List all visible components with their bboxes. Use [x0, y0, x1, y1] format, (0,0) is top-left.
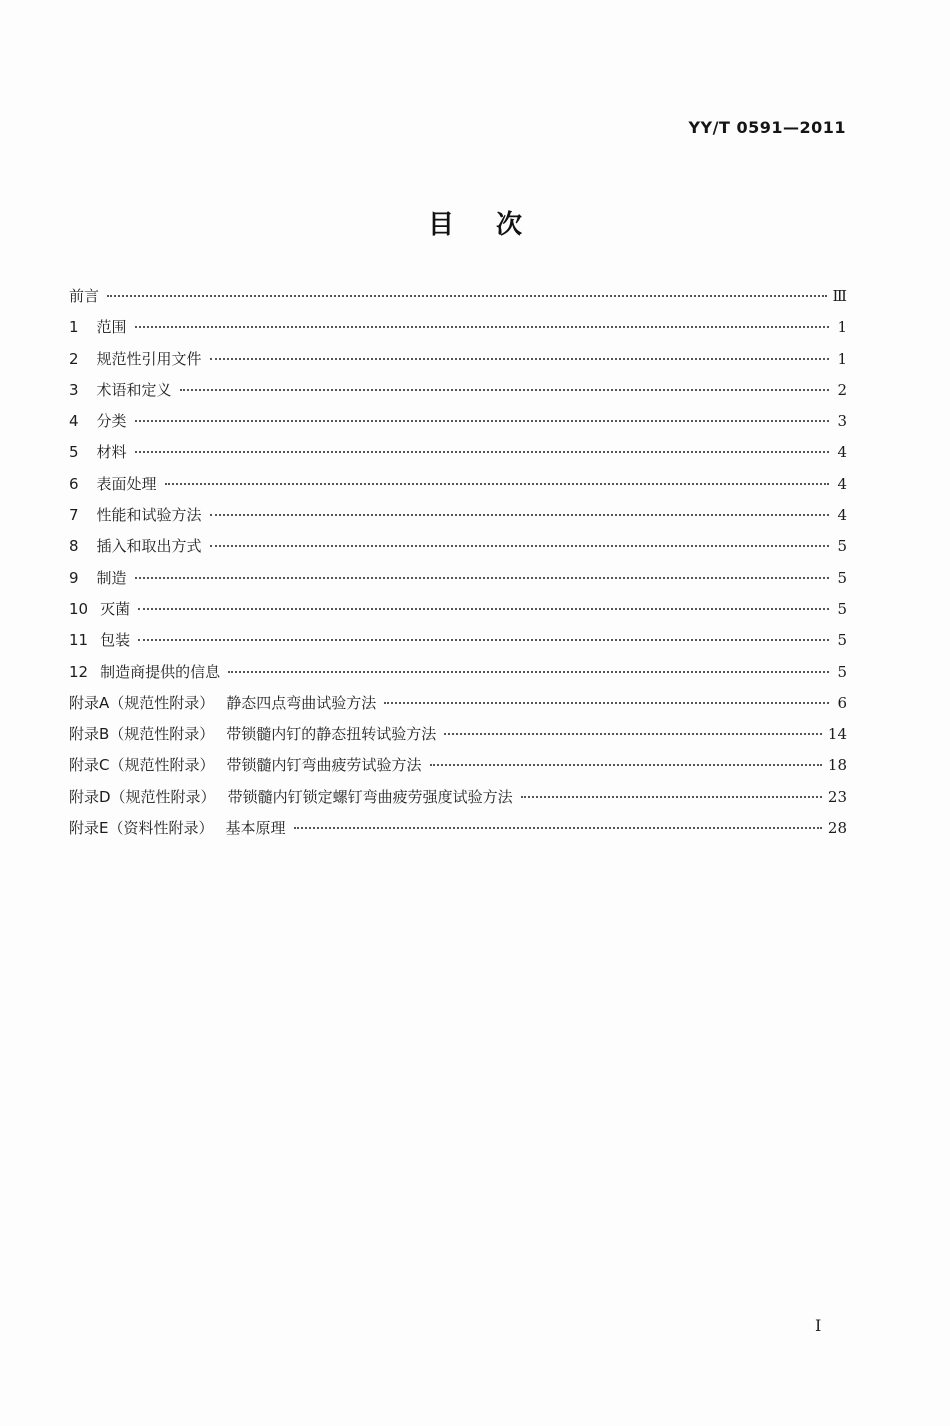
- toc-entry-label: 范围: [96, 318, 127, 337]
- toc-leader-dots: [135, 326, 829, 328]
- toc-leader-dots: [135, 451, 829, 453]
- toc-leader-dots: [107, 295, 827, 297]
- standard-code: YY/T 0591—2011: [688, 118, 846, 137]
- toc-entry[interactable]: [69, 629, 847, 660]
- toc-entry[interactable]: [69, 567, 847, 598]
- toc-entry[interactable]: [69, 379, 847, 410]
- toc-entry-label: 分类: [96, 412, 127, 431]
- toc-entry-page: 5: [837, 662, 847, 681]
- toc-entry-number: 10: [69, 599, 89, 618]
- toc-entry[interactable]: [69, 316, 847, 347]
- toc-entry-page: 2: [837, 380, 847, 399]
- table-of-contents: [69, 285, 847, 848]
- toc-entry-number: 附录B（规范性附录）: [69, 725, 215, 744]
- toc-entry-label: 性能和试验方法: [96, 506, 202, 525]
- toc-entry-number: 5: [69, 443, 79, 462]
- toc-entry-number: 1: [69, 318, 79, 337]
- toc-entry-page: 4: [837, 474, 847, 493]
- toc-entry-page: 4: [837, 443, 847, 462]
- toc-leader-dots: [444, 733, 822, 735]
- page-number: I: [815, 1316, 822, 1335]
- toc-entry[interactable]: [69, 473, 847, 504]
- toc-entry-page: 6: [837, 693, 847, 712]
- toc-entry-page: 5: [837, 631, 847, 650]
- toc-entry-label: 带锁髓内钉的静态扭转试验方法: [226, 725, 437, 744]
- toc-entry-page: 18: [827, 756, 847, 775]
- toc-leader-dots: [521, 796, 822, 798]
- toc-leader-dots: [135, 577, 829, 579]
- toc-entry[interactable]: [69, 348, 847, 379]
- toc-entry[interactable]: [69, 598, 847, 629]
- toc-entry[interactable]: [69, 535, 847, 566]
- toc-entry-number: 2: [69, 349, 79, 368]
- toc-leader-dots: [165, 483, 829, 485]
- toc-entry[interactable]: [69, 692, 847, 723]
- toc-entry[interactable]: [69, 817, 847, 848]
- toc-entry-label: 表面处理: [96, 474, 157, 493]
- toc-entry-page: Ⅲ: [832, 287, 847, 305]
- page-title: 目次: [427, 210, 564, 240]
- toc-entry-label: 包装: [100, 631, 131, 650]
- toc-entry-label: 带锁髓内钉弯曲疲劳试验方法: [226, 756, 422, 775]
- toc-leader-dots: [138, 639, 829, 641]
- toc-entry-label: 静态四点弯曲试验方法: [226, 693, 377, 712]
- toc-leader-dots: [180, 389, 829, 391]
- toc-entry-number: 7: [69, 506, 79, 525]
- toc-entry-label: 插入和取出方式: [96, 537, 202, 556]
- toc-leader-dots: [228, 671, 829, 673]
- toc-leader-dots: [384, 702, 829, 704]
- toc-leader-dots: [210, 545, 829, 547]
- toc-entry-page: 14: [827, 725, 847, 744]
- toc-entry-label: 材料: [96, 443, 127, 462]
- toc-entry-number: 3: [69, 380, 79, 399]
- toc-entry-label: 术语和定义: [96, 380, 172, 399]
- toc-entry-page: 1: [837, 318, 847, 337]
- toc-entry-number: 附录E（资料性附录）: [69, 819, 214, 838]
- toc-entry-page: 5: [837, 568, 847, 587]
- toc-entry-page: 28: [827, 819, 847, 838]
- toc-entry[interactable]: [69, 754, 847, 785]
- toc-entry-label: 灭菌: [100, 599, 131, 618]
- toc-leader-dots: [430, 764, 822, 766]
- toc-entry[interactable]: [69, 661, 847, 692]
- toc-entry-page: 23: [827, 787, 847, 806]
- toc-entry-number: 11: [69, 631, 89, 650]
- toc-entry[interactable]: [69, 786, 847, 817]
- toc-entry-number: 附录A（规范性附录）: [69, 693, 215, 712]
- toc-entry-label: 规范性引用文件: [96, 349, 202, 368]
- toc-leader-dots: [138, 608, 829, 610]
- toc-entry-number: 8: [69, 537, 79, 556]
- toc-entry-label: 制造商提供的信息: [100, 662, 221, 681]
- toc-entry-number: 4: [69, 412, 79, 431]
- toc-leader-dots: [210, 514, 829, 516]
- toc-entry-number: 附录D（规范性附录）: [69, 787, 216, 806]
- toc-entry-page: 1: [837, 349, 847, 368]
- toc-entry-label: 前言: [69, 287, 100, 305]
- toc-leader-dots: [294, 827, 822, 829]
- toc-entry-number: 9: [69, 568, 79, 587]
- toc-entry-number: 12: [69, 662, 89, 681]
- toc-entry-page: 3: [837, 412, 847, 431]
- toc-entry[interactable]: [69, 504, 847, 535]
- toc-entry[interactable]: [69, 723, 847, 754]
- toc-entry[interactable]: [69, 441, 847, 472]
- toc-entry[interactable]: [69, 285, 847, 316]
- toc-entry-page: 5: [837, 599, 847, 618]
- toc-leader-dots: [135, 420, 829, 422]
- toc-entry-label: 制造: [96, 568, 127, 587]
- toc-entry-label: 带锁髓内钉锁定螺钉弯曲疲劳强度试验方法: [227, 787, 513, 806]
- toc-entry[interactable]: [69, 410, 847, 441]
- toc-entry-label: 基本原理: [225, 819, 286, 838]
- toc-entry-page: 4: [837, 506, 847, 525]
- toc-leader-dots: [210, 358, 829, 360]
- toc-entry-number: 6: [69, 474, 79, 493]
- toc-entry-page: 5: [837, 537, 847, 556]
- toc-entry-number: 附录C（规范性附录）: [69, 756, 215, 775]
